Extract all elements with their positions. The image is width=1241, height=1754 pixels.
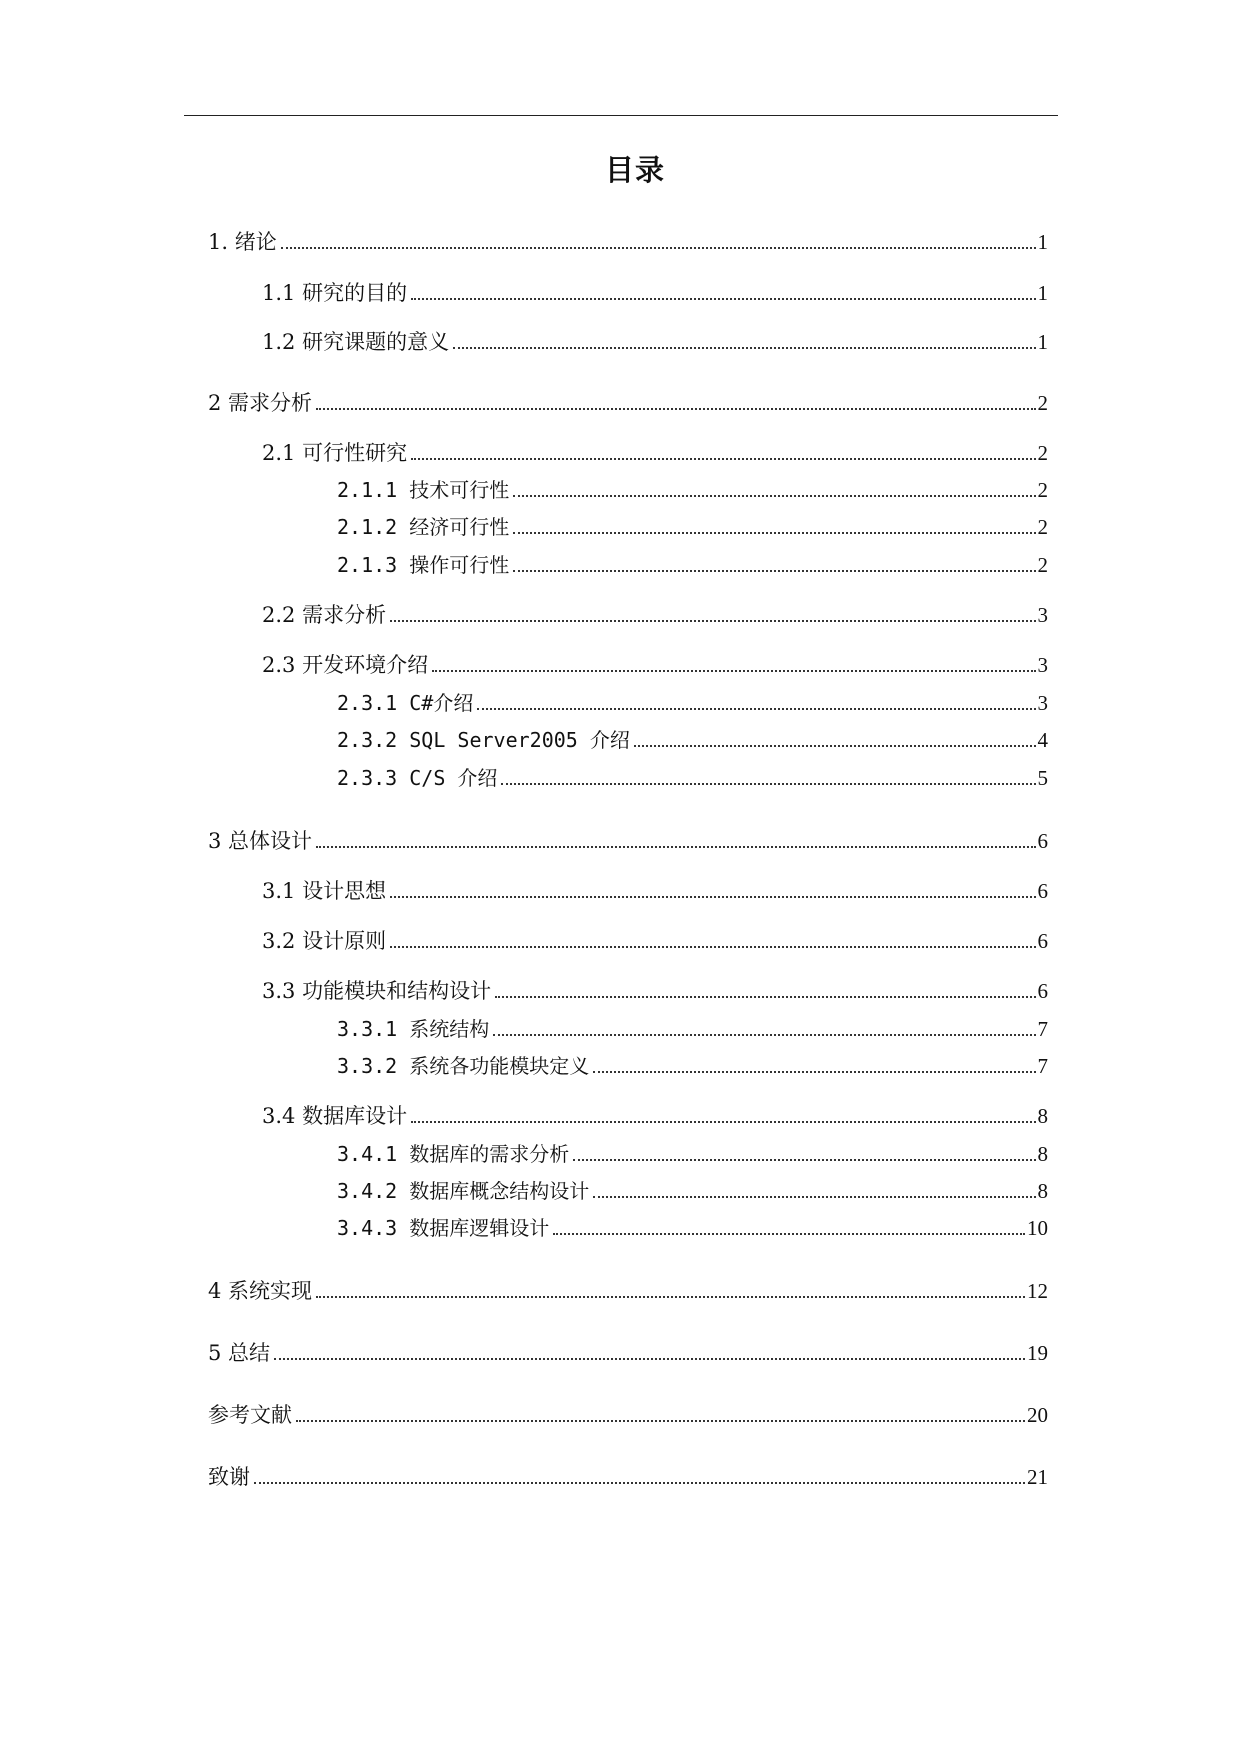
toc-entry-page: 3 (1037, 653, 1048, 677)
toc-entry[interactable] (262, 976, 1048, 1006)
toc-entry-label: 2.1.2 经济可行性 (337, 515, 510, 539)
toc-entry-page: 10 (1027, 1216, 1048, 1240)
toc-entry[interactable] (208, 826, 1048, 856)
toc-entry[interactable] (208, 1338, 1048, 1368)
toc-entry-page: 6 (1037, 929, 1048, 953)
dot-leader (573, 1159, 1035, 1161)
toc-entry-label: 3.4.1 数据库的需求分析 (337, 1142, 570, 1166)
toc-entry[interactable] (337, 1139, 1048, 1169)
toc-entry-label: 2.3.1 C#介绍 (337, 691, 474, 715)
dot-leader (390, 896, 1035, 898)
toc-entry-page: 1 (1037, 230, 1048, 254)
toc-entry[interactable] (337, 763, 1048, 793)
toc-entry-page: 6 (1037, 879, 1048, 903)
toc-entry-label: 3.1 设计思想 (262, 879, 387, 903)
toc-entry-page: 2 (1037, 391, 1048, 415)
toc-entry-label: 3.2 设计原则 (262, 929, 387, 953)
toc-entry-label: 5 总结 (208, 1341, 271, 1365)
toc-entry-label: 3.4.3 数据库逻辑设计 (337, 1216, 550, 1240)
dot-leader (390, 946, 1035, 948)
dot-leader (513, 570, 1035, 572)
toc-entry[interactable] (208, 1462, 1048, 1492)
toc-entry-label: 3.3 功能模块和结构设计 (262, 979, 492, 1003)
toc-entry[interactable] (337, 1014, 1048, 1044)
dot-leader (493, 1034, 1035, 1036)
toc-entry-page: 19 (1027, 1341, 1048, 1365)
dot-leader (281, 247, 1036, 249)
toc-entry-label: 4 系统实现 (208, 1279, 313, 1303)
toc-entry-label: 3 总体设计 (208, 829, 313, 853)
toc-entry-label: 3.3.1 系统结构 (337, 1017, 490, 1041)
toc-entry-page: 3 (1037, 603, 1048, 627)
toc-entry-page: 5 (1037, 766, 1048, 790)
page-title: 目录 (604, 153, 665, 187)
dot-leader (316, 408, 1035, 410)
toc-entry[interactable] (262, 876, 1048, 906)
toc-entry-label: 2.1 可行性研究 (262, 441, 408, 465)
toc-entry[interactable] (337, 1213, 1048, 1243)
toc-entry-label: 2.1.1 技术可行性 (337, 478, 510, 502)
dot-leader (513, 532, 1035, 534)
toc-entry-label: 2.3 开发环境介绍 (262, 653, 429, 677)
dot-leader (411, 1121, 1035, 1123)
toc-entry-page: 8 (1037, 1142, 1048, 1166)
toc-entry-label: 3.3.2 系统各功能模块定义 (337, 1054, 590, 1078)
toc-entry-label: 2.2 需求分析 (262, 603, 387, 627)
toc-entry-page: 20 (1027, 1403, 1048, 1427)
toc-entry[interactable] (337, 550, 1048, 580)
toc-entry-label: 参考文献 (208, 1403, 292, 1427)
toc-entry-page: 7 (1037, 1017, 1048, 1041)
toc-entry[interactable] (337, 688, 1048, 718)
dot-leader (553, 1233, 1025, 1235)
toc-entry-label: 3.4.2 数据库概念结构设计 (337, 1179, 590, 1203)
dot-leader (477, 708, 1035, 710)
toc-entry-page: 2 (1037, 478, 1048, 502)
dot-leader (316, 1296, 1025, 1298)
dot-leader (432, 670, 1035, 672)
toc-entry[interactable] (262, 650, 1048, 680)
toc-entry[interactable] (208, 227, 1048, 257)
toc-entry-page: 1 (1037, 330, 1048, 354)
toc-entry-page: 8 (1037, 1104, 1048, 1128)
toc-entry-page: 4 (1037, 728, 1048, 752)
toc-entry[interactable] (262, 278, 1048, 308)
toc-entry-page: 12 (1027, 1279, 1048, 1303)
toc-entry[interactable] (262, 438, 1048, 468)
toc-entry[interactable] (208, 1400, 1048, 1430)
toc-entry-label: 1. 绪论 (208, 230, 277, 254)
toc-entry-page: 1 (1037, 281, 1048, 305)
toc-entry[interactable] (337, 725, 1048, 755)
toc-entry-label: 2.3.3 C/S 介绍 (337, 766, 498, 790)
toc-entry-page: 2 (1037, 515, 1048, 539)
toc-entry-label: 1.1 研究的目的 (262, 281, 408, 305)
toc-entry-label: 致谢 (208, 1465, 250, 1489)
toc-entry[interactable] (208, 1276, 1048, 1306)
toc-entry-page: 3 (1037, 691, 1048, 715)
toc-entry-page: 6 (1037, 829, 1048, 853)
toc-entry-label: 2.1.3 操作可行性 (337, 553, 510, 577)
dot-leader (411, 298, 1035, 300)
dot-leader (254, 1482, 1025, 1484)
dot-leader (296, 1420, 1025, 1422)
toc-entry[interactable] (208, 388, 1048, 418)
toc-entry[interactable] (262, 327, 1048, 357)
toc-entry[interactable] (337, 512, 1048, 542)
toc-entry-label: 1.2 研究课题的意义 (262, 330, 450, 354)
toc-entry-label: 2 需求分析 (208, 391, 313, 415)
toc-entry-page: 7 (1037, 1054, 1048, 1078)
toc-entry[interactable] (337, 1051, 1048, 1081)
dot-leader (593, 1071, 1035, 1073)
dot-leader (513, 495, 1035, 497)
dot-leader (593, 1196, 1035, 1198)
dot-leader (501, 783, 1035, 785)
dot-leader (274, 1358, 1025, 1360)
dot-leader (390, 620, 1035, 622)
toc-entry-page: 2 (1037, 553, 1048, 577)
toc-entry-page: 21 (1027, 1465, 1048, 1489)
toc-entry[interactable] (262, 600, 1048, 630)
toc-entry[interactable] (262, 1101, 1048, 1131)
toc-entry[interactable] (337, 1176, 1048, 1206)
toc-entry[interactable] (337, 475, 1048, 505)
toc-entry[interactable] (262, 926, 1048, 956)
dot-leader (453, 347, 1035, 349)
toc-entry-label: 2.3.2 SQL Server2005 介绍 (337, 728, 630, 752)
dot-leader (316, 846, 1035, 848)
toc-entry-label: 3.4 数据库设计 (262, 1104, 408, 1128)
dot-leader (634, 745, 1036, 747)
dot-leader (411, 458, 1035, 460)
toc-entry-page: 2 (1037, 441, 1048, 465)
toc-entry-page: 8 (1037, 1179, 1048, 1203)
dot-leader (495, 996, 1035, 998)
toc-entry-page: 6 (1037, 979, 1048, 1003)
